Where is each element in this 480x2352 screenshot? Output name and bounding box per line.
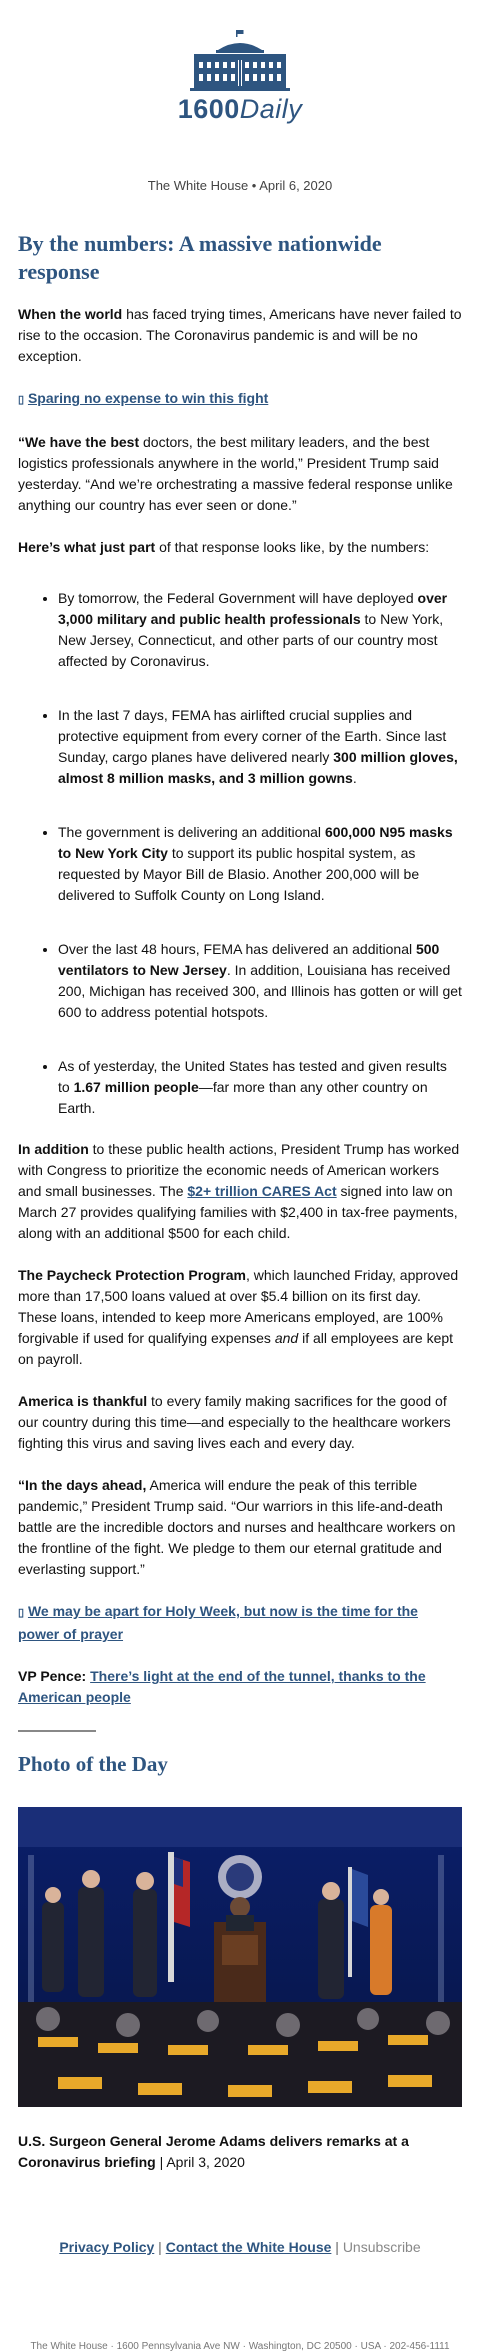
contact-link[interactable]: Contact the White House (165, 2239, 332, 2255)
page-title: By the numbers: A massive nationwide response (18, 231, 382, 284)
quote-text: doctors, the best military leaders, and the best logistics professionals anywhere in the world,” President Trump said yesterday. “And we’re orchestrating a massive federal response unlike anything our country has ever seen or done.” (18, 434, 453, 513)
thankful-text: to every family making sacrifices for the good of our country during this time—and especially to the healthcare workers fighting this virus and saving lives each and every day. (18, 1393, 451, 1451)
fact-text: to support its public hospital system, as requested by Mayor Bill de Blasio. Another 200,000 will be delivered to Suffolk County on Long Island. (58, 845, 420, 903)
list-item (58, 1056, 462, 1119)
list-item (58, 822, 462, 906)
fact-text: In the last 7 days, FEMA has airlifted crucial supplies and protective equipment from every corner of the Earth. Since last Sunday, cargo planes have delivered nearly (58, 707, 447, 765)
addition-text: to these public health actions, President Trump has worked with Congress to prioritize the economic needs of American workers and small businesses. The (18, 1141, 460, 1199)
fact-text: . In addition, Louisiana has received 200, Michigan has received 300, and Illinois has gotten or will get 600 to address potential hotspots. (58, 962, 462, 1020)
dateline: The White House • April 6, 2020 (147, 178, 333, 193)
ppp-text: , which launched Friday, approved more than 17,500 loans valued at over $5.4 billion on its first day. These loans, intended to keep more Americans employed, are 100% forgivable if used for qualifying expenses (18, 1267, 459, 1346)
box-icon: ▯ (18, 394, 25, 406)
pence-link[interactable]: There’s light at the end of the tunnel, thanks to the American people (18, 1668, 426, 1705)
briefing-photo-illustration (18, 1807, 462, 2107)
fact-highlight: 1.67 million people (73, 1079, 199, 1095)
header-logo (18, 0, 462, 160)
quote-lead: “We have the best (18, 434, 140, 450)
expense-link[interactable]: Sparing no expense to win this fight (27, 390, 269, 406)
days-lead: “In the days ahead, (18, 1477, 147, 1493)
fact-text: to New York, New Jersey, Connecticut, and other parts of our country most affected by Coronavirus. (58, 611, 444, 669)
brand-wordmark (18, 94, 462, 124)
white-house-icon (190, 30, 290, 92)
link-paragraph-prayer (18, 1601, 462, 1645)
fact-highlight: over 3,000 military and public health professionals (58, 590, 448, 627)
pence-lead: VP Pence: (18, 1668, 91, 1684)
fact-text: As of yesterday, the United States has tested and given results to (58, 1058, 447, 1095)
fact-text: . (352, 770, 357, 786)
box-icon: ▯ (18, 1607, 25, 1619)
addition-paragraph (18, 1139, 462, 1244)
footer-address: The White House · 1600 Pennsylvania Ave NW · Washington, DC 20500 · USA · 202-456-1111 (30, 2341, 450, 2352)
days-text: America will endure the peak of this terrible pandemic,” President Trump said. “Our warriors in this life-and-death battle are the incredible doctors and nurses and healthcare workers on the frontline of the fight. We pledge to them our eternal gratitude and everlasting support.” (18, 1477, 456, 1577)
numbers-intro-paragraph (18, 537, 462, 558)
fact-highlight: 600,000 N95 masks to New York City (58, 824, 453, 861)
facts-list (18, 588, 462, 1119)
photo-heading: Photo of the Day (18, 1752, 168, 1776)
caption-date: | April 3, 2020 (155, 2154, 245, 2170)
fact-text: —far more than any other country on Earth. (58, 1079, 428, 1116)
list-item (58, 705, 462, 789)
footer-links (18, 2239, 462, 2255)
thankful-paragraph (18, 1391, 462, 1454)
footer-separator: | (331, 2239, 343, 2255)
divider (18, 1730, 96, 1732)
list-item (58, 939, 462, 1023)
brand-number: 1600 (177, 94, 240, 124)
ppp-lead: The Paycheck Protection Program (18, 1267, 246, 1283)
prayer-link[interactable]: We may be apart for Holy Week, but now is the time for the power of prayer (18, 1603, 418, 1642)
caption-bold: U.S. Surgeon General Jerome Adams delivers remarks at a Coronavirus briefing (18, 2133, 409, 2170)
addition-lead: In addition (18, 1141, 89, 1157)
list-item (58, 588, 462, 672)
addition-text-end: signed into law on March 27 provides qualifying families with $2,400 in tax-free payments, along with an additional $500 for each child. (18, 1183, 458, 1241)
intro-lead: When the world (18, 306, 123, 322)
pence-paragraph (18, 1666, 462, 1708)
days-ahead-paragraph (18, 1475, 462, 1580)
privacy-policy-link[interactable]: Privacy Policy (59, 2239, 155, 2255)
unsubscribe-link[interactable]: Unsubscribe (342, 2239, 421, 2255)
brand-daily: Daily (239, 94, 303, 124)
ppp-emphasis: and (274, 1330, 299, 1346)
cares-act-link[interactable]: $2+ trillion CARES Act (187, 1183, 337, 1199)
fact-highlight: 500 ventilators to New Jersey (58, 941, 440, 978)
photo-of-the-day (18, 1807, 462, 2107)
footer-separator: | (154, 2239, 166, 2255)
fact-text: The government is delivering an additional (58, 824, 325, 840)
intro-paragraph (18, 304, 462, 367)
numbers-lead: Here’s what just part (18, 539, 156, 555)
photo-caption (18, 2131, 462, 2173)
fact-text: By tomorrow, the Federal Government will have deployed (58, 590, 418, 606)
ppp-text-end: if all employees are kept on payroll. (18, 1330, 454, 1367)
quote-paragraph (18, 432, 462, 516)
thankful-lead: America is thankful (18, 1393, 148, 1409)
fact-text: Over the last 48 hours, FEMA has delivered an additional (58, 941, 416, 957)
fact-highlight: 300 million gloves, almost 8 million masks, and 3 million gowns (58, 749, 458, 786)
intro-text: has faced trying times, Americans have never failed to rise to the occasion. The Coronavirus pandemic is and will be no exception. (18, 306, 462, 364)
numbers-text: of that response looks like, by the numbers: (155, 539, 430, 555)
link-paragraph-expense (18, 388, 462, 411)
ppp-paragraph (18, 1265, 462, 1370)
